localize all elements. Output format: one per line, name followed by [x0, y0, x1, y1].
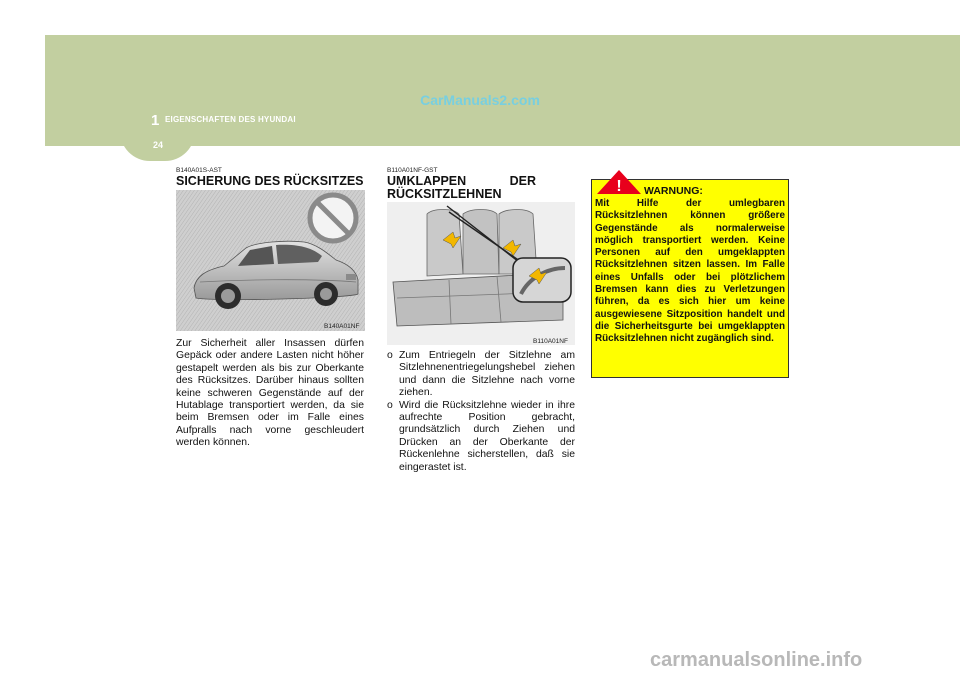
list-item-text: Wird die Rücksitzlehne wieder in ihre aufrechte Position gebracht, grundsätzlich durch Ziehen und Drücken an der Oberkante der Rückenlehne sicherstellen, daß sie eingerastet ist. [399, 399, 575, 473]
warning-title: WARNUNG: [644, 185, 703, 197]
bullet-mark: o [387, 350, 393, 361]
prohibition-icon [310, 195, 356, 241]
chapter-title: EIGENSCHAFTEN DES HYUNDAI [165, 115, 296, 124]
instruction-list [387, 350, 575, 474]
list-item-text: Zum Entriegeln der Sitzlehne am Sitzlehnenentriegelungshebel ziehen und dann die Sitzlehne nach vorne ziehen. [399, 350, 575, 399]
section-body: Zur Sicherheit aller Insassen dürfen Gepäck oder andere Lasten nicht höher gestapelt werden als bis zur Oberkante des Rücksitzes. Darüber hinaus sollten keine schweren Gegenstände auf der Hutablage transportiert werden, da sie beim Bremsen oder im Falle eines Aufpralls nach vorne geschleudert werden können. [176, 338, 364, 449]
image-caption: B110A01NF [533, 338, 568, 345]
car-illustration [176, 190, 365, 331]
warning-icon-mark: ! [616, 178, 622, 195]
header-band [45, 35, 960, 146]
section-title: UMKLAPPEN DER RÜCKSITZLEHNEN [387, 174, 537, 201]
section-code: B110A01NF-GST [387, 167, 438, 174]
image-caption: B140A01NF [324, 323, 360, 330]
list-item [387, 350, 575, 400]
warning-text: Mit Hilfe der umlegbaren Rücksitzlehnen können größere Gegenstände als normalerweise möglich transportiert werden. Keine Personen auf den umgeklappten Rücksitzlehnen sitzen lassen. Im Falle eines Unfalls oder bei plötzlichem Bremsen kann dies zu Verletzungen führen, da es sich hier um keine ausgewiesene Sitzposition handelt und die Sicherheitsgurte bei umgeklappten Rücksitzlehnen nicht zugänglich sind. [595, 198, 785, 345]
chapter-number: 1 [151, 112, 160, 129]
bullet-mark: o [387, 399, 393, 411]
page-number: 24 [153, 140, 164, 150]
section-title: SICHERUNG DES RÜCKSITZES [176, 174, 364, 188]
watermark-top[interactable]: CarManuals2.com [420, 92, 540, 108]
section-code: B140A01S-AST [176, 167, 222, 174]
warning-icon [595, 169, 643, 195]
rear-seat-illustration [387, 202, 575, 345]
list-item [387, 400, 575, 474]
watermark-bottom[interactable]: carmanualsonline.info [650, 649, 863, 671]
